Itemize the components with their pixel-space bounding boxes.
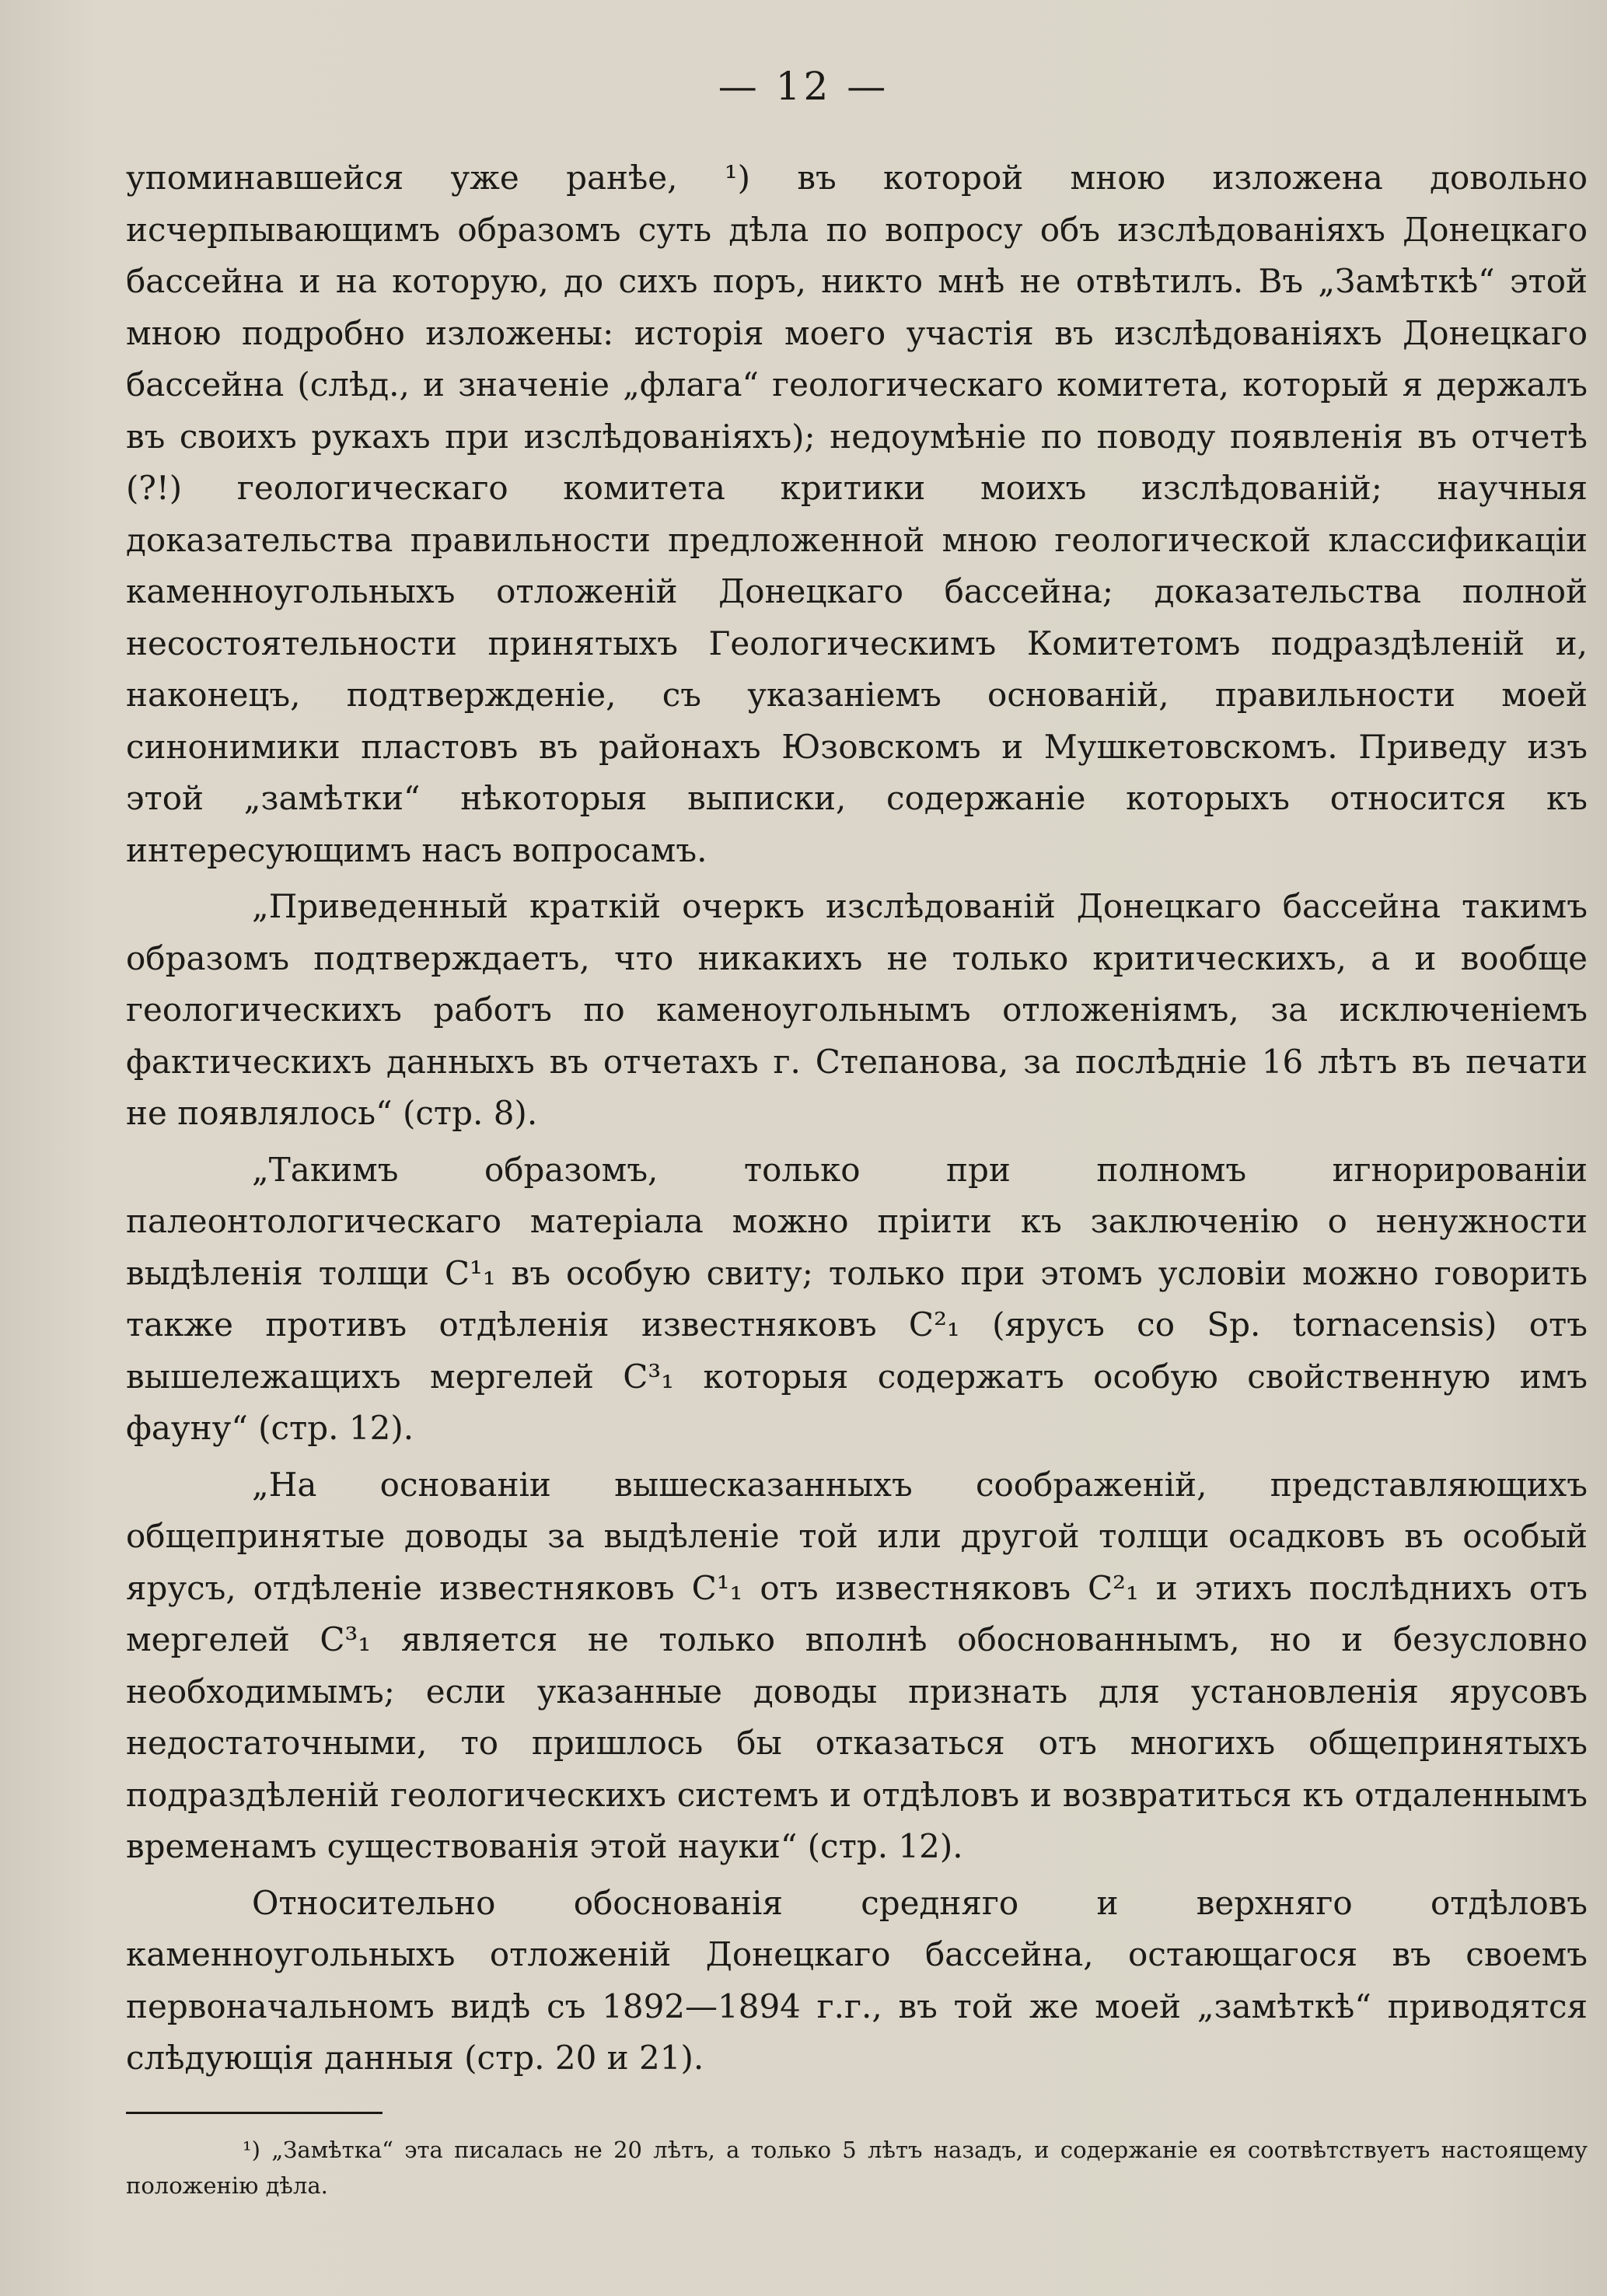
body-text	[126, 152, 1588, 2085]
paragraph-3: „Такимъ образомъ, только при полномъ игнорированіи палеонтологическаго матеріала можно пріити къ заключенію о ненужности выдѣленія толщи C¹₁ въ особую свиту; только при этомъ условіи можно говорить также противъ отдѣленія известняковъ C²₁ (ярусъ со Sp. tornacensis) отъ вышележащихъ мергелей C³₁ которыя содержатъ особую свойственную имъ фауну“ (стр. 12).	[126, 1150, 1588, 1447]
paragraph-1: упоминавшейся уже ранѣе, ¹) въ которой мною изложена довольно исчерпывающимъ образомъ суть дѣла по вопросу объ изслѣдованіяхъ Донецкаго бассейна и на которую, до сихъ поръ, никто мнѣ не отвѣтилъ. Въ „Замѣткѣ“ этой мною подробно изложены: исторія моего участія въ изслѣдованіяхъ Донецкаго бассейна (слѣд., и значеніе „флага“ геологическаго комитета, который я держалъ въ своихъ рукахъ при изслѣдованіяхъ); недоумѣніе по поводу появленія въ отчетѣ (?!) геологическаго комитета критики моихъ изслѣдованій; научныя доказательства правильности предложенной мною геологической классификаціи каменноугольныхъ отложеній Донецкаго бассейна; доказательства полной несостоятельности принятыхъ Геологическимъ Комитетомъ подраздѣленій и, наконецъ, подтвержденіе, съ указаніемъ основаній, правильности моей синонимики пластовъ въ районахъ Юзовскомъ и Мушкетовскомъ. Приведу изъ этой „замѣтки“ нѣкоторыя выписки, содержаніе которыхъ относится къ интересующимъ насъ вопросамъ.	[126, 159, 1588, 869]
paragraph-4: „На основаніи вышесказанныхъ соображеній, представляющихъ общепринятые доводы за выдѣленіе той или другой толщи осадковъ въ особый ярусъ, отдѣленіе известняковъ C¹₁ отъ известняковъ C²₁ и этихъ послѣднихъ отъ мергелей C³₁ является не только вполнѣ обоснованнымъ, но и безусловно необходимымъ; если указанные доводы признать для установленія ярусовъ недостаточными, то пришлось бы отказаться отъ многихъ общепринятыхъ подраздѣленій геологическихъ системъ и отдѣловъ и возвратиться къ отдаленнымъ временамъ существованія этой науки“ (стр. 12).	[126, 1465, 1588, 1865]
footnote-rule	[126, 2112, 383, 2114]
footnote: ¹) „Замѣтка“ эта писалась не 20 лѣтъ, а только 5 лѣтъ назадъ, и содержаніе ея соотвѣтствуетъ настоящему положенію дѣла.	[126, 2137, 1588, 2199]
paragraph-2: „Приведенный краткій очеркъ изслѣдованій Донецкаго бассейна такимъ образомъ подтверждаетъ, что никакихъ не только критическихъ, а и вообще геологическихъ работъ по каменоугольнымъ отложеніямъ, за исключеніемъ фактическихъ данныхъ въ отчетахъ г. Степанова, за послѣдніе 16 лѣтъ въ печати не появлялось“ (стр. 8).	[126, 887, 1588, 1132]
page-number: — 12 —	[718, 64, 889, 109]
paragraph-5: Относительно обоснованія средняго и верхняго отдѣловъ каменноугольныхъ отложеній Донецкаго бассейна, остающагося въ своемъ первоначальномъ видѣ съ 1892—1894 г.г., въ той же моей „замѣткѣ“ приводятся слѣдующія данныя (стр. 20 и 21).	[126, 1883, 1588, 2077]
